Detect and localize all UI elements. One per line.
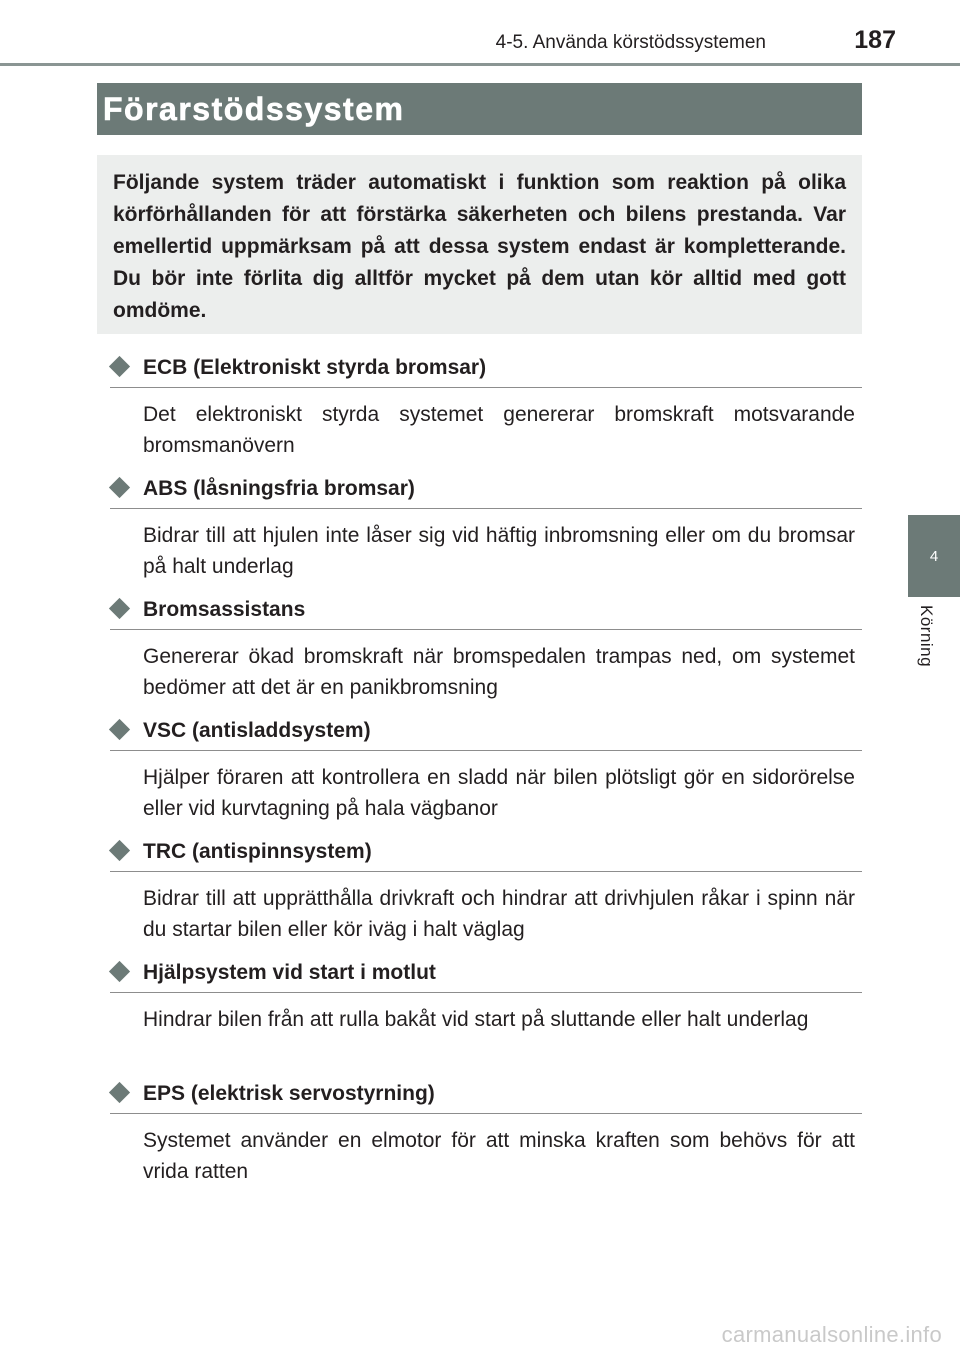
chapter-tab-label: Körning xyxy=(917,605,936,668)
item-description: Genererar ökad bromskraft när bromspedalen trampas ned, om systemet bedömer att det är en panikbromsning xyxy=(143,645,855,699)
header-section-title: 4-5. Använda körstödssystemen xyxy=(495,32,766,53)
diamond-bullet-icon xyxy=(109,477,130,498)
item-title: TRC (antispinnsystem) xyxy=(143,840,372,863)
chapter-tab-number: 4 xyxy=(929,547,939,565)
item-title: ABS (låsningsfria bromsar) xyxy=(143,477,415,500)
list-item xyxy=(110,471,862,592)
intro-box xyxy=(97,155,862,334)
item-description: Det elektroniskt styrda systemet genererar bromskraft motsvarande bromsmanövern xyxy=(143,403,855,457)
diamond-bullet-icon xyxy=(109,840,130,861)
list-item xyxy=(110,834,862,955)
item-title: EPS (elektrisk servostyrning) xyxy=(143,1082,435,1105)
item-heading xyxy=(110,834,862,872)
item-heading xyxy=(110,955,862,993)
list-item xyxy=(110,713,862,834)
item-description: Systemet använder en elmotor för att minska kraften som behövs för att vrida ratten xyxy=(143,1129,855,1183)
item-title: ECB (Elektroniskt styrda bromsar) xyxy=(143,356,487,379)
chapter-tab xyxy=(908,515,960,597)
list-item xyxy=(110,955,862,1076)
page-number: 187 xyxy=(854,26,896,54)
item-description: Bidrar till att hjulen inte låser sig vid häftig inbromsning eller om du bromsar på halt underlag xyxy=(143,524,855,578)
page-header xyxy=(0,0,960,66)
intro-text: Följande system träder automatiskt i funktion som reaktion på olika körförhållanden för att förstärka säkerheten och bilens prestanda. Var emellertid uppmärksam på att dessa system endast är kompletterande. Du bör inte förlita dig alltför mycket på dem utan kör alltid med gott omdöme. xyxy=(113,171,846,322)
list-item xyxy=(110,1076,862,1197)
item-description: Bidrar till att upprätthålla drivkraft och hindrar att drivhjulen råkar i spinn när du startar bilen eller kör iväg i halt väglag xyxy=(143,887,855,941)
item-heading xyxy=(110,592,862,630)
diamond-bullet-icon xyxy=(109,1082,130,1103)
diamond-bullet-icon xyxy=(109,356,130,377)
item-title: VSC (antisladdsystem) xyxy=(143,719,371,742)
diamond-bullet-icon xyxy=(109,719,130,740)
item-heading xyxy=(110,713,862,751)
list-item xyxy=(110,350,862,471)
header-rule xyxy=(0,63,960,66)
item-description: Hindrar bilen från att rulla bakåt vid start på sluttande eller halt underlag xyxy=(143,1008,809,1031)
system-list xyxy=(110,350,862,1197)
item-heading xyxy=(110,350,862,388)
item-heading xyxy=(110,471,862,509)
item-title: Hjälpsystem vid start i motlut xyxy=(143,961,436,984)
diamond-bullet-icon xyxy=(109,598,130,619)
list-item xyxy=(110,592,862,713)
diamond-bullet-icon xyxy=(109,961,130,982)
item-description: Hjälper föraren att kontrollera en sladd när bilen plötsligt gör en sidorörelse eller vid kurvtagning på hala vägbanor xyxy=(143,766,855,820)
item-heading xyxy=(110,1076,862,1114)
watermark: carmanualsonline.info xyxy=(721,1322,942,1347)
section-title: Förarstödssystem xyxy=(97,83,862,135)
item-title: Bromsassistans xyxy=(143,598,306,621)
